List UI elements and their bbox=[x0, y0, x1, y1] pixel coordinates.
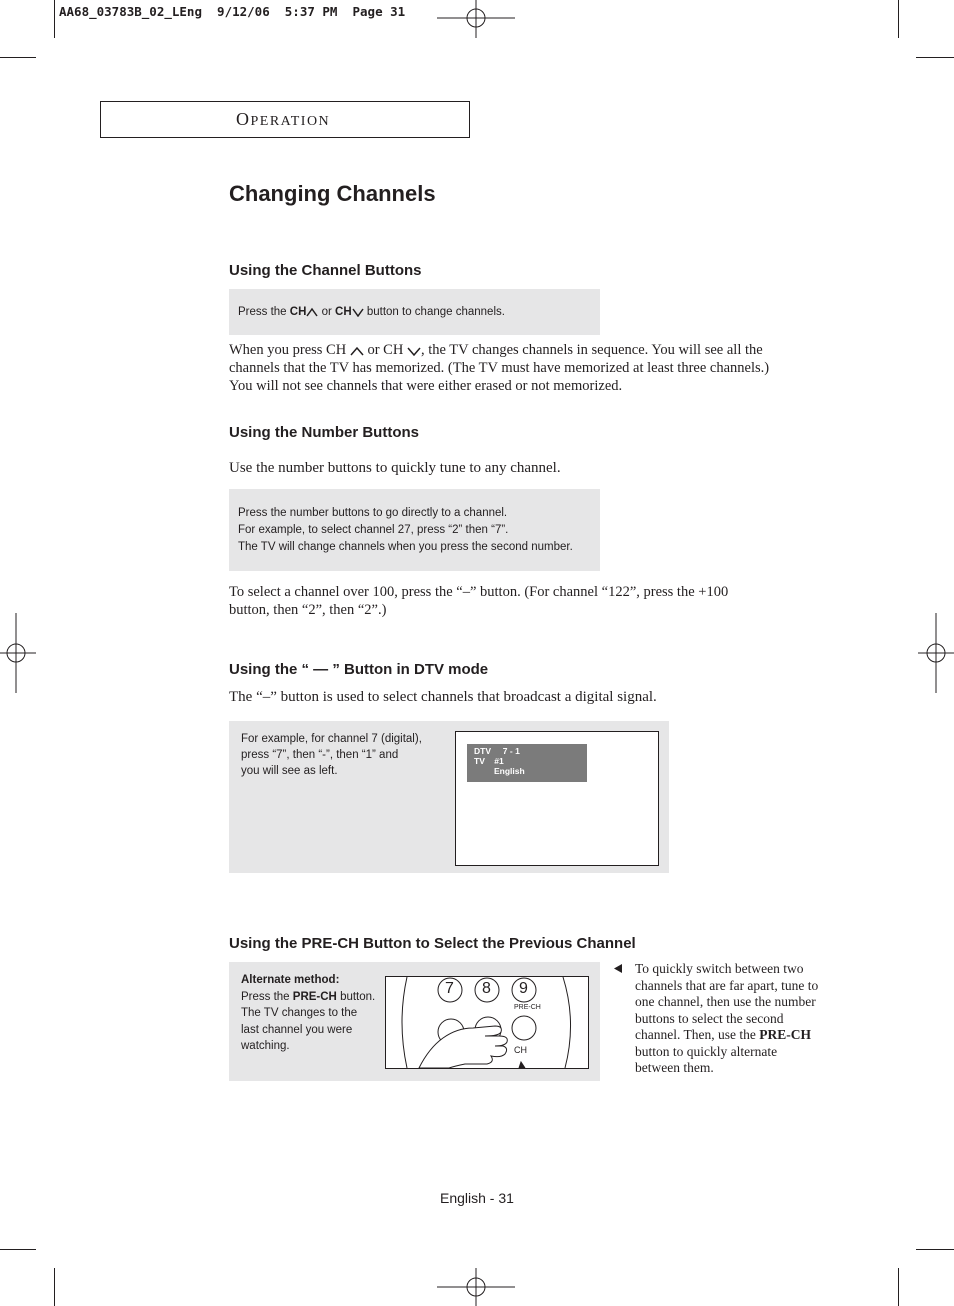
registration-mark-top bbox=[437, 0, 517, 40]
body-line: channels that the TV has memorized. (The TV must have memorized at least three channels.) bbox=[229, 360, 770, 376]
ch-down-label: CH bbox=[335, 306, 352, 318]
side-line bbox=[635, 1027, 845, 1044]
button-9-label: 9 bbox=[519, 980, 528, 997]
crop-mark bbox=[0, 1249, 36, 1250]
registration-mark-right bbox=[914, 613, 954, 693]
heading-dtv-mode: Using the “ — ” Button in DTV mode bbox=[229, 661, 489, 678]
note-line: you will see as left. bbox=[241, 765, 338, 777]
button-8-label: 8 bbox=[482, 980, 491, 997]
crop-mark bbox=[54, 0, 55, 38]
note-channel bbox=[238, 304, 505, 321]
side-line: channels that are far apart, tune to bbox=[635, 977, 819, 993]
osd-line: DTV 7 - 1 bbox=[474, 746, 520, 756]
note-text: or bbox=[318, 306, 336, 318]
note-text: button. bbox=[336, 990, 376, 1003]
crop-mark bbox=[916, 57, 954, 58]
body-line: button, then “2”, then “2”.) bbox=[229, 602, 387, 618]
osd-line: English bbox=[494, 766, 525, 776]
alt-title: Alternate method: bbox=[241, 974, 340, 986]
note-line: Press the number buttons to go directly to a channel. bbox=[238, 507, 508, 519]
note-line: The TV changes to the bbox=[241, 1007, 358, 1019]
prech-button-label: PRE-CH bbox=[514, 1004, 541, 1011]
heading-prech: Using the PRE-CH Button to Select the Previous Channel bbox=[229, 935, 636, 952]
crop-mark bbox=[54, 1268, 55, 1306]
ch-up-label: CH bbox=[289, 306, 307, 318]
note-line: For example, to select channel 27, press “2” then “7”. bbox=[238, 524, 509, 536]
crop-mark bbox=[898, 1268, 899, 1306]
side-line: buttons to select the second bbox=[635, 1010, 784, 1026]
channel-osd-banner bbox=[467, 744, 587, 782]
prech-side-text bbox=[635, 961, 845, 1077]
ch-button-label: CH bbox=[514, 1045, 527, 1055]
side-line: between them. bbox=[635, 1060, 714, 1075]
note-number bbox=[238, 505, 573, 556]
body-line: To select a channel over 100, press the “–” button. (For channel “122”, press the +100 bbox=[229, 584, 729, 600]
prech-label: PRE-CH bbox=[292, 990, 337, 1003]
body-number bbox=[229, 583, 829, 619]
registration-mark-left bbox=[0, 613, 40, 693]
prech-button-icon bbox=[512, 1016, 536, 1040]
chevron-up-icon bbox=[350, 346, 364, 356]
note-line bbox=[241, 989, 375, 1006]
triangle-pointer-icon bbox=[613, 964, 623, 974]
chevron-up-icon bbox=[306, 307, 318, 317]
note-text: button to change channels. bbox=[363, 306, 505, 318]
page-title: Changing Channels bbox=[229, 181, 436, 206]
side-line: one channel, then use the number bbox=[635, 994, 816, 1009]
note-line: press “7”, then “-”, then “1” and bbox=[241, 749, 399, 761]
body-text: or CH bbox=[363, 342, 404, 358]
page-footer: English - 31 bbox=[440, 1190, 514, 1206]
prech-label: PRE-CH bbox=[759, 1027, 811, 1042]
side-text: channel. Then, use the bbox=[635, 1027, 760, 1042]
section-label bbox=[236, 109, 330, 130]
note-prech bbox=[241, 972, 375, 1055]
body-text: , the TV changes channels in sequence. You will see all the bbox=[420, 342, 763, 358]
note-dtv bbox=[241, 731, 422, 779]
note-line: watching. bbox=[241, 1040, 290, 1052]
registration-mark-bottom bbox=[437, 1266, 517, 1306]
heading-number-buttons: Using the Number Buttons bbox=[229, 424, 419, 441]
body-text: When you press CH bbox=[229, 342, 347, 358]
print-header: AA68_03783B_02_LEng 9/12/06 5:37 PM Page 31 bbox=[59, 4, 406, 19]
crop-mark bbox=[898, 0, 899, 38]
side-line: button to quickly alternate bbox=[635, 1043, 778, 1059]
note-line: The TV will change channels when you press the second number. bbox=[238, 541, 573, 553]
crop-mark bbox=[916, 1249, 954, 1250]
crop-mark bbox=[0, 57, 36, 58]
chevron-down-icon bbox=[407, 346, 421, 356]
section-label-rest: PERATION bbox=[250, 114, 331, 129]
osd-line: TV #1 bbox=[474, 756, 504, 766]
body-line bbox=[229, 341, 829, 359]
body-channel bbox=[229, 341, 829, 395]
chevron-down-icon bbox=[352, 307, 364, 317]
dtv-intro: The “–” button is used to select channels that broadcast a digital signal. bbox=[229, 689, 657, 705]
button-7-label: 7 bbox=[445, 980, 454, 997]
side-line: To quickly switch between two bbox=[635, 961, 804, 976]
heading-channel-buttons: Using the Channel Buttons bbox=[229, 262, 422, 279]
section-label-cap: O bbox=[236, 109, 251, 129]
number-intro: Use the number buttons to quickly tune to any channel. bbox=[229, 460, 561, 476]
note-line: For example, for channel 7 (digital), bbox=[241, 733, 422, 745]
note-text: Press the bbox=[241, 990, 293, 1003]
note-line: last channel you were bbox=[241, 1023, 353, 1036]
body-line: You will not see channels that were either erased or not memorized. bbox=[229, 378, 623, 394]
note-text: Press the bbox=[238, 306, 290, 318]
